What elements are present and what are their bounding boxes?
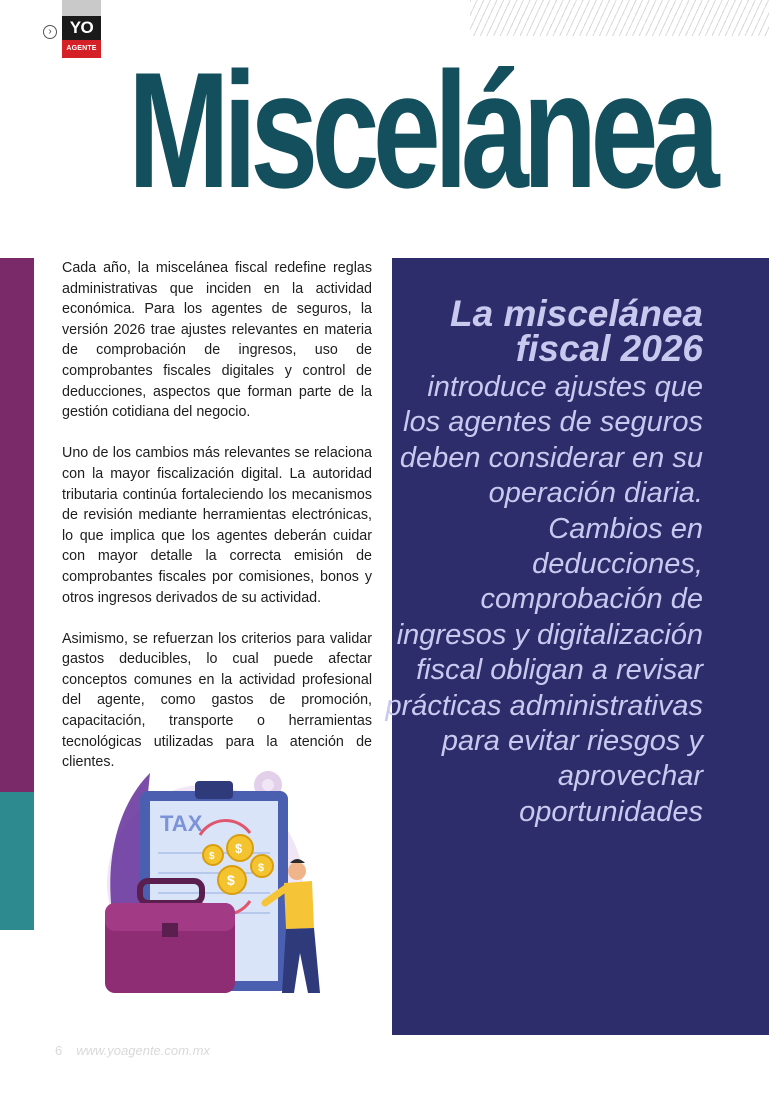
page-footer: [55, 1043, 210, 1058]
paragraph-2: Uno de los cambios más relevantes se relaciona con la mayor fiscalización digital. La autoridad tributaria continúa fortaleciendo los mecanismos de revisión mediante herramientas electrónicas, lo que implica que los agentes deberán cuidar con mayor detalle la correcta emisión de comprobantes fiscales por comisiones, bonos y otros ingresos derivados de su actividad.: [62, 445, 372, 606]
svg-text:$: $: [235, 841, 243, 856]
page-title: Miscelánea: [128, 38, 713, 222]
coin-icon: [227, 835, 253, 861]
tax-label: TAX: [160, 811, 203, 836]
coin-icon: [251, 855, 273, 877]
page-number: 6: [55, 1043, 63, 1058]
coin-icon: [203, 845, 223, 865]
article-body: [62, 258, 372, 793]
pull-quote-headline: La miscelánea fiscal 2026: [450, 293, 703, 369]
yo-agente-logo: [62, 16, 101, 58]
coin-icon: [218, 866, 246, 894]
logo-top-text: YO: [62, 16, 101, 40]
tax-illustration: [100, 763, 340, 998]
paragraph-3: Asimismo, se refuerzan los criterios para validar gastos deducibles, lo cual puede afectar conceptos comunes en la actividad profesional del agente, como gastos de promoción, capacitación, transporte o herramientas tecnológicas utilizadas para la atención de clientes.: [62, 630, 372, 771]
chevron-right-icon[interactable]: ›: [43, 25, 57, 39]
footer-url[interactable]: www.yoagente.com.mx: [76, 1043, 210, 1058]
paragraph-1: Cada año, la miscelánea fiscal redefine reglas administrativas que inciden en la actividad económica. Para los agentes de seguros, la versión 2026 trae ajustes relevantes en materia de comprobación de ingresos, uso de comprobantes fiscales digitales y control de deducciones, aspectos que forman parte de la gestión cotidiana del negocio.: [62, 260, 372, 421]
svg-text:$: $: [258, 862, 265, 874]
header-hatch-pattern: [470, 0, 769, 36]
side-bar-purple: [0, 258, 34, 792]
side-bar-teal: [0, 792, 34, 930]
logo-gray-tab: [62, 0, 101, 16]
svg-text:$: $: [227, 872, 235, 888]
pull-quote-text: introduce ajustes que los agentes de seguros deben considerar en su operación diaria. Cambios en deducciones, comprobación de ingresos y digitalización fiscal obligan a revisar prácticas administrativas para evitar riesgos y aprovechar oportunidades: [385, 371, 703, 828]
clipboard-clip: [195, 781, 233, 799]
svg-text:$: $: [209, 851, 215, 862]
pull-quote-box: [385, 258, 769, 1035]
logo-bottom-text: AGENTE: [62, 40, 101, 58]
